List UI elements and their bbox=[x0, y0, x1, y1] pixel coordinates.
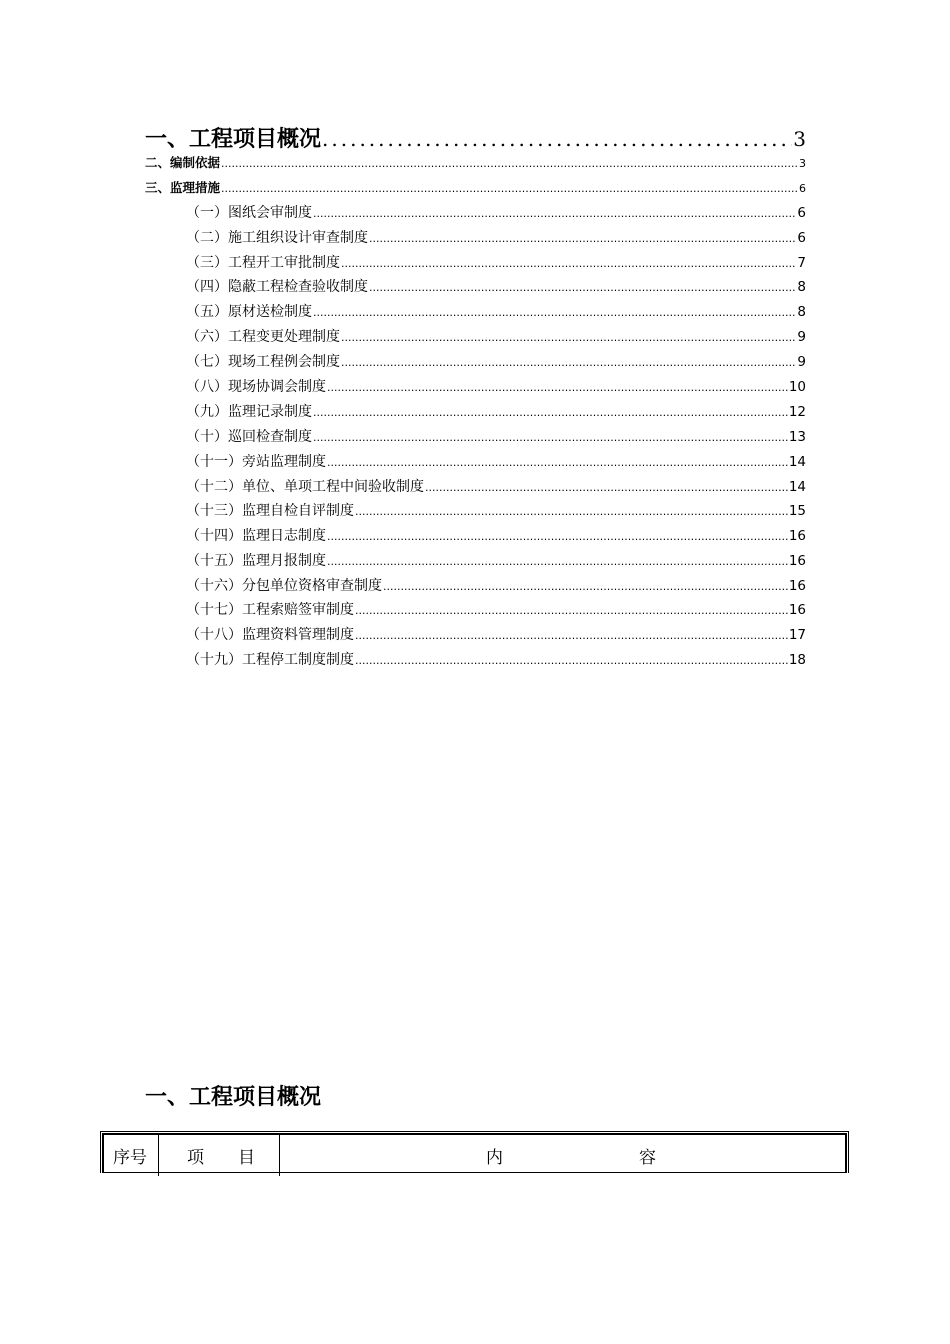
toc-dot-leader bbox=[425, 481, 788, 494]
toc-entry-title: （六）工程变更处理制度 bbox=[186, 329, 340, 345]
toc-entry-page: 16 bbox=[788, 528, 806, 544]
toc-entry-title: （八）现场协调会制度 bbox=[186, 379, 326, 395]
toc-entry-level1[interactable] bbox=[145, 153, 806, 171]
toc-entry-title: （十八）监理资料管理制度 bbox=[186, 627, 354, 643]
toc-entry-page: 12 bbox=[788, 404, 806, 420]
toc-entry-title: （十）巡回检查制度 bbox=[186, 429, 312, 445]
toc-entry-level2[interactable] bbox=[186, 550, 806, 570]
table-header-item bbox=[159, 1134, 280, 1176]
toc-entry-page: 15 bbox=[788, 503, 806, 519]
toc-entry-page: 3 bbox=[799, 157, 806, 170]
toc-entry-page: 9 bbox=[797, 329, 806, 345]
toc-entry-title: （十一）旁站监理制度 bbox=[186, 454, 326, 470]
toc-entry-page: 14 bbox=[788, 454, 806, 470]
table-header-label: 序号 bbox=[113, 1147, 147, 1168]
toc-dot-leader bbox=[341, 257, 796, 270]
toc-entry-level2[interactable] bbox=[186, 326, 806, 346]
toc-entry-level2[interactable] bbox=[186, 649, 806, 669]
toc-entry-level1[interactable] bbox=[145, 178, 806, 196]
toc-entry-level2[interactable] bbox=[186, 575, 806, 595]
table-header-label: 项 目 bbox=[187, 1147, 255, 1168]
toc-entry-page: 7 bbox=[797, 255, 806, 271]
toc-entry-level2[interactable] bbox=[186, 426, 806, 446]
toc-dot-leader bbox=[322, 127, 792, 151]
table-header-label: 内 容 bbox=[486, 1147, 656, 1168]
toc-dot-leader bbox=[341, 356, 796, 369]
toc-entry-page: 10 bbox=[788, 379, 806, 395]
toc-entry-level2[interactable] bbox=[186, 525, 806, 545]
toc-entry-page: 14 bbox=[788, 479, 806, 495]
project-overview-table bbox=[100, 1131, 849, 1173]
toc-entry-page: 17 bbox=[788, 627, 806, 643]
toc-entry-level2[interactable] bbox=[186, 301, 806, 321]
toc-entry-title: （四）隐蔽工程检查验收制度 bbox=[186, 279, 368, 295]
toc-entry-title: （十九）工程停工制度制度 bbox=[186, 652, 354, 668]
toc-entry-page: 18 bbox=[788, 652, 806, 668]
toc-entry-level2[interactable] bbox=[186, 624, 806, 644]
toc-dot-leader bbox=[355, 604, 788, 617]
toc-entry-title: （十二）单位、单项工程中间验收制度 bbox=[186, 479, 424, 495]
toc-entry-title: （十六）分包单位资格审查制度 bbox=[186, 578, 382, 594]
toc-entry-page: 16 bbox=[788, 553, 806, 569]
toc-entry-level2[interactable] bbox=[186, 202, 806, 222]
toc-entry-title: （二）施工组织设计审查制度 bbox=[186, 230, 368, 246]
toc-entry-page: 16 bbox=[788, 578, 806, 594]
toc-entry-page: 6 bbox=[797, 205, 806, 221]
toc-entry-page: 6 bbox=[799, 182, 806, 195]
toc-entry-page: 3 bbox=[793, 127, 806, 151]
toc-dot-leader bbox=[313, 207, 796, 220]
toc-entry-heading[interactable] bbox=[145, 122, 806, 153]
toc-entry-level2[interactable] bbox=[186, 599, 806, 619]
toc-dot-leader bbox=[313, 431, 788, 444]
toc-dot-leader bbox=[369, 281, 796, 294]
toc-entry-title: （三）工程开工审批制度 bbox=[186, 255, 340, 271]
toc-entry-title: （十五）监理月报制度 bbox=[186, 553, 326, 569]
toc-entry-level2[interactable] bbox=[186, 276, 806, 296]
toc-entry-title: 一、工程项目概况 bbox=[145, 127, 322, 152]
toc-dot-leader bbox=[355, 654, 788, 667]
toc-entry-level2[interactable] bbox=[186, 376, 806, 396]
toc-dot-leader bbox=[369, 232, 796, 245]
table-divider bbox=[103, 1172, 846, 1173]
toc-entry-title: （一）图纸会审制度 bbox=[186, 205, 312, 221]
toc-entry-page: 8 bbox=[797, 279, 806, 295]
toc-dot-leader bbox=[221, 182, 798, 195]
toc-entry-title: （十四）监理日志制度 bbox=[186, 528, 326, 544]
toc-entry-title: （九）监理记录制度 bbox=[186, 404, 312, 420]
toc-dot-leader bbox=[327, 530, 788, 543]
toc-entry-page: 16 bbox=[788, 602, 806, 618]
toc-dot-leader bbox=[327, 456, 788, 469]
toc-dot-leader bbox=[355, 505, 788, 518]
toc-entry-page: 9 bbox=[797, 354, 806, 370]
table-header-index bbox=[109, 1134, 159, 1176]
toc-entry-title: 三、监理措施 bbox=[145, 180, 221, 195]
section-heading: 一、工程项目概况 bbox=[145, 1085, 322, 1110]
toc-entry-level2[interactable] bbox=[186, 500, 806, 520]
toc-dot-leader bbox=[341, 331, 796, 344]
toc-dot-leader bbox=[327, 381, 788, 394]
toc-entry-title: （十七）工程索赔签审制度 bbox=[186, 602, 354, 618]
toc-entry-level2[interactable] bbox=[186, 227, 806, 247]
toc-dot-leader bbox=[327, 555, 788, 568]
toc-dot-leader bbox=[355, 629, 788, 642]
toc-dot-leader bbox=[221, 157, 798, 170]
toc-entry-level2[interactable] bbox=[186, 451, 806, 471]
toc-entry-page: 8 bbox=[797, 304, 806, 320]
table-header-content bbox=[280, 1134, 846, 1176]
toc-entry-level2[interactable] bbox=[186, 476, 806, 496]
toc-entry-page: 6 bbox=[797, 230, 806, 246]
toc-entry-level2[interactable] bbox=[186, 252, 806, 272]
toc-entry-title: 二、编制依据 bbox=[145, 155, 221, 170]
toc-dot-leader bbox=[313, 406, 788, 419]
toc-entry-page: 13 bbox=[788, 429, 806, 445]
toc-entry-title: （七）现场工程例会制度 bbox=[186, 354, 340, 370]
toc-dot-leader bbox=[313, 306, 796, 319]
toc-entry-title: （十三）监理自检自评制度 bbox=[186, 503, 354, 519]
toc-entry-level2[interactable] bbox=[186, 351, 806, 371]
toc-entry-level2[interactable] bbox=[186, 401, 806, 421]
toc-entry-title: （五）原材送检制度 bbox=[186, 304, 312, 320]
toc-dot-leader bbox=[383, 580, 788, 593]
